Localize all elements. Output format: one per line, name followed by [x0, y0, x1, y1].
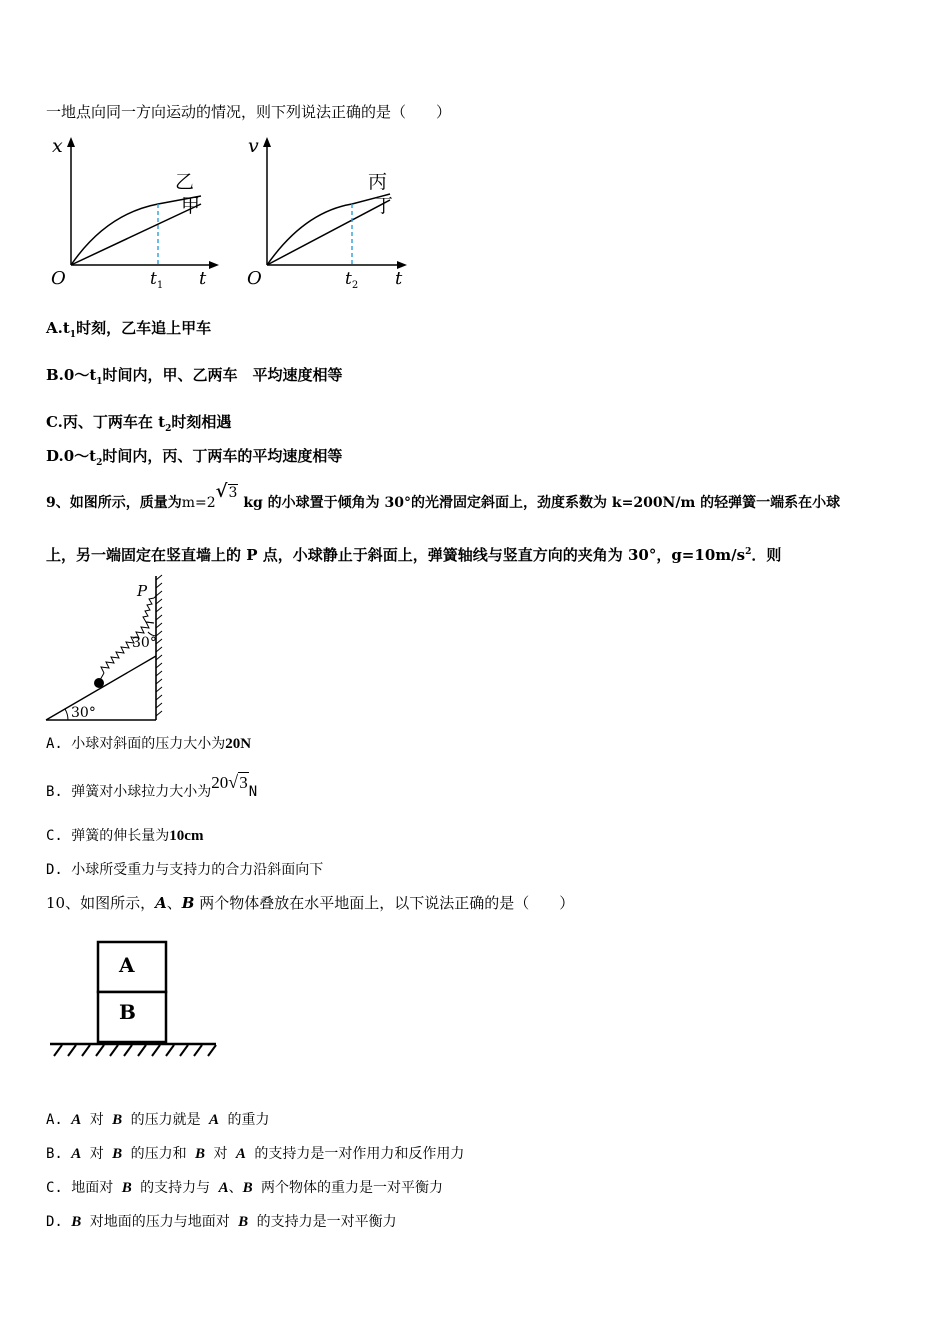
q8-g1-curve-label-top: 乙 — [175, 171, 195, 193]
q8-g2-xaxis-label: t — [395, 268, 403, 289]
q9-option-a: A. 小球对斜面的压力大小为20N — [46, 736, 252, 752]
q10-option-a: A. A 对 B 的压力就是 A 的重力 — [46, 1112, 270, 1128]
q10-option-b: B. A 对 B 的压力和 B 对 A 的支持力是一对作用力和反作用力 — [46, 1146, 465, 1162]
q8-option-c: C.丙、丁两车在 $t_2$时刻相遇 — [46, 413, 232, 434]
q8-g1-curve-label-bottom: 甲 — [181, 195, 201, 217]
q9-incline-figure — [44, 572, 174, 724]
q8-g1-yaxis-label: x — [52, 135, 63, 157]
q10-block-b-label: B — [119, 1000, 136, 1024]
q8-g1-origin-label: O — [51, 268, 66, 289]
q9-spring-angle-label: 30° — [132, 635, 157, 651]
q8-g2-origin-label: O — [247, 268, 262, 289]
q8-g2-curve-label-top: 丙 — [368, 171, 388, 193]
q10-block-a-label: A — [119, 953, 135, 977]
q10-option-d: D. B 对地面的压力与地面对 B 的支持力是一对平衡力 — [46, 1214, 397, 1230]
q10-blocks-figure — [46, 938, 221, 1063]
q9-stem-line2: 上，另一端固定在竖直墙上的 P 点，小球静止于斜面上，弹簧轴线与竖直方向的夹角为 30°，$g=10m/s^2$．则 — [46, 546, 782, 564]
q9-option-b: B. 弹簧对小球拉力大小为20√3N — [46, 772, 258, 800]
q9-point-p-label: P — [137, 582, 148, 600]
q9-incline-angle-label: 30° — [71, 705, 96, 721]
q8-option-a: $A.t_1$时刻，乙车追上甲车 — [46, 319, 212, 340]
q8-graph-v-t — [242, 132, 417, 292]
q9-option-c: C. 弹簧的伸长量为10cm — [46, 828, 204, 844]
q9-stem-line1: 9、如图所示，质量为m=2√3 kg 的小球置于倾角为 30°的光滑固定斜面上，劲度系数为 k=200N/m 的轻弹簧一端系在小球 — [46, 481, 841, 511]
q8-g2-tick-label: $t_2$ — [345, 269, 359, 291]
sqrt-symbol: √3 — [215, 481, 238, 502]
q8-g2-curve-label-bottom: 丁 — [374, 195, 394, 217]
q8-g2-yaxis-label: v — [248, 135, 259, 157]
q8-g1-xaxis-label: t — [199, 268, 207, 289]
q9-option-d: D. 小球所受重力与支持力的合力沿斜面向下 — [46, 862, 324, 878]
q8-option-b: $B.0\sim t_1$时间内，甲、乙两车 平均速度相等 — [46, 366, 343, 387]
sqrt-symbol: √3 — [228, 772, 248, 792]
q8-g1-tick-label: $t_1$ — [150, 269, 164, 291]
q8-stem: 一地点向同一方向运动的情况，则下列说法正确的是（ ） — [46, 103, 452, 121]
q8-graph-x-t — [46, 132, 221, 292]
q10-option-c: C. 地面对 B 的支持力与 A、B 两个物体的重力是一对平衡力 — [46, 1180, 444, 1196]
q10-stem: 10、如图所示，A、B 两个物体叠放在水平地面上，以下说法正确的是（ ） — [46, 894, 575, 912]
q8-option-d: $D.0\sim t_2$时间内，丙、丁两车的平均速度相等 — [46, 447, 343, 468]
